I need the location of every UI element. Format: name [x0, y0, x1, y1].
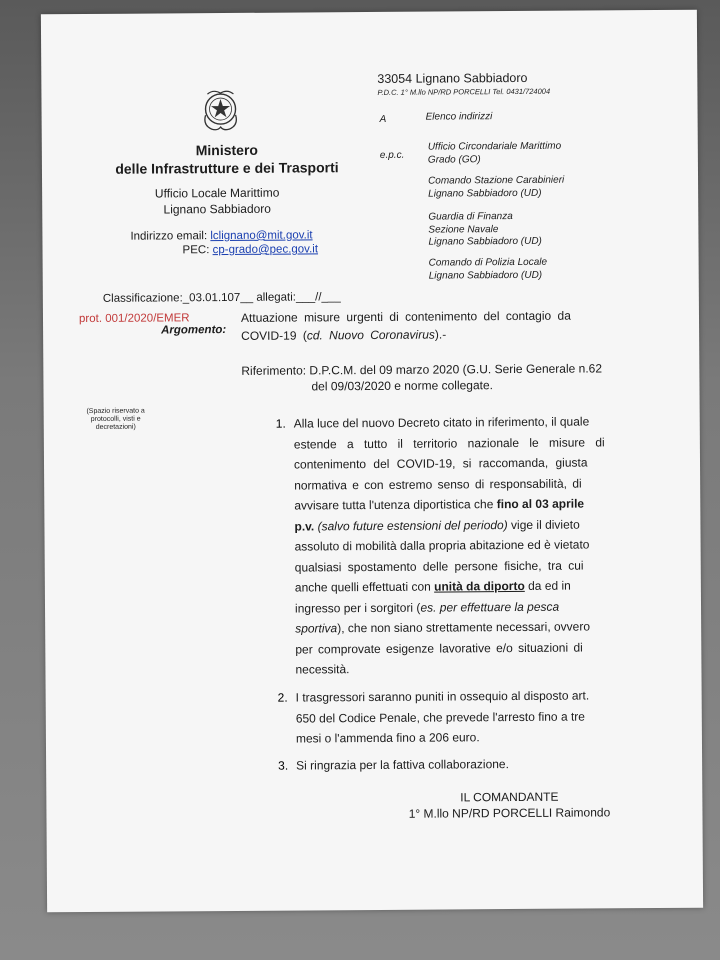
- subject-text-part: COVID-19 (: [241, 328, 307, 343]
- office-line-1: Ufficio Locale Marittimo: [154, 185, 280, 201]
- point-1-text-part: avvisare tutta l'utenza diportistica che: [294, 497, 494, 513]
- point-2-text: [296, 685, 590, 749]
- address-city: 33054 Lignano Sabbiadoro: [377, 70, 528, 86]
- email-label: Indirizzo email:: [130, 230, 208, 243]
- point-1-text-part: anche quelli effettuati con: [294, 579, 431, 595]
- recipient-a-label: A: [379, 113, 387, 125]
- ministry-name: [112, 140, 342, 178]
- margin-note-line: protocolli, visti e: [90, 415, 141, 423]
- point-1-line: necessità.: [295, 662, 350, 677]
- point-1-line: [295, 596, 606, 619]
- reference-line-2: del 09/03/2020 e norme collegate.: [311, 378, 493, 394]
- protocol-number: prot. 001/2020/EMER: [78, 312, 190, 326]
- point-1-text-part: ingresso per i sorgitori (: [294, 600, 421, 616]
- pec-link[interactable]: cp-grado@pec.gov.it: [212, 243, 319, 257]
- point-1-line: normativa e con estremo senso di responsabilità, di: [294, 476, 582, 493]
- recipient-a-value: Elenco indirizzi: [425, 111, 493, 123]
- recipient-entry: [428, 211, 542, 249]
- reference-block: [241, 360, 602, 395]
- ministry-line-1: Ministero: [195, 141, 258, 159]
- margin-note-line: (Spazio riservato a: [86, 407, 145, 415]
- margin-note: [84, 408, 148, 432]
- point-2-line: I trasgressori saranno puniti in ossequio al disposto art.: [295, 688, 590, 705]
- point-1-line: contenimento del COVID-19, si raccomanda, giusta: [293, 455, 588, 472]
- point-1-bold-underline: unità da diporto: [434, 578, 525, 594]
- recipient-line: Lignano Sabbiadoro (UD): [428, 235, 542, 248]
- subject-text: [241, 307, 571, 345]
- point-1-line: [295, 575, 606, 598]
- signature-title: IL COMANDANTE: [460, 789, 559, 805]
- point-2-line: 650 del Codice Penale, che prevede l'arresto fino a tre: [295, 709, 585, 726]
- pdc-line: P.D.C. 1° M.llo NP/RD PORCELLI Tel. 0431/724004: [377, 86, 551, 97]
- recipient-line: Lignano Sabbiadoro (UD): [428, 187, 542, 200]
- recipient-line: Comando di Polizia Locale: [428, 256, 548, 269]
- point-1-line: per comprovate esigenze lavorative e/o situazioni di: [295, 640, 583, 657]
- point-1-italic: (salvo future estensioni del periodo): [317, 517, 508, 533]
- recipient-entry: [428, 175, 564, 201]
- point-3-number: 3.: [278, 758, 289, 773]
- ministry-line-2: delle Infrastrutture e dei Trasporti: [115, 159, 339, 177]
- office-name: [122, 184, 312, 217]
- recipient-entry: [429, 257, 548, 283]
- point-1-text: [294, 411, 607, 680]
- recipient-line: Sezione Navale: [428, 223, 499, 236]
- classification-line: Classificazione:_03.01.107__ allegati:___//___: [102, 291, 341, 305]
- point-1-text-part: da ed in: [528, 578, 571, 593]
- point-3-text: Si ringrazia per la fattiva collaborazione.: [296, 757, 509, 773]
- subject-label: Argomento:: [161, 324, 227, 337]
- subject-line-1: Attuazione misure urgenti di contenimento del contagio da: [240, 308, 571, 325]
- subject-line-2: [241, 325, 571, 345]
- email-link[interactable]: lclignano@mit.gov.it: [210, 229, 313, 243]
- document-page: [41, 10, 703, 913]
- signature-block: [384, 788, 634, 822]
- signature-name: 1° M.llo NP/RD PORCELLI Raimondo: [408, 805, 611, 821]
- recipient-line: Lignano Sabbiadoro (UD): [428, 269, 543, 282]
- recipient-entry: [428, 141, 562, 167]
- point-1-line: qualsiasi spostamento delle persone fisiche, tra cui: [294, 558, 584, 575]
- point-1-text-part: vige il divieto: [510, 517, 580, 532]
- subject-text-part: ).-: [434, 327, 447, 342]
- point-1-italic: sportiva: [295, 621, 338, 636]
- recipient-line: Grado (GO): [427, 153, 481, 166]
- point-1-line: assoluto di mobilità dalla propria abitazione ed è vietato: [294, 537, 590, 554]
- reference-line-1: Riferimento: D.P.C.M. del 09 marzo 2020 (G.U. Serie Generale n.62: [241, 361, 603, 378]
- subject-text-italic: cd. Nuovo Coronavirus: [306, 327, 435, 343]
- point-1-bold: fino al 03 aprile: [496, 496, 585, 512]
- republic-emblem-icon: [199, 85, 241, 133]
- pec-label: PEC:: [182, 244, 210, 257]
- pec-line: [182, 242, 318, 258]
- recipient-line: Ufficio Circondariale Marittimo: [427, 140, 562, 153]
- point-1-line: [294, 514, 605, 537]
- office-line-2: Lignano Sabbiadoro: [163, 201, 272, 217]
- point-1-line: [295, 616, 606, 639]
- point-2-line: mesi o l'ammenda fino a 206 euro.: [295, 730, 480, 746]
- recipient-line: Comando Stazione Carabinieri: [428, 174, 565, 187]
- point-1-line: [294, 493, 605, 516]
- point-1-number: 1.: [275, 416, 286, 431]
- point-2-number: 2.: [277, 690, 288, 705]
- point-1-line: estende a tutto il territorio nazionale le misure di: [293, 434, 605, 452]
- point-1-bold: p.v.: [294, 518, 315, 534]
- margin-note-line: decretazioni): [95, 423, 136, 431]
- point-1-text-part: ), che non siano strettamente necessari, ovvero: [337, 619, 591, 636]
- recipient-epc-label: e.p.c.: [379, 149, 405, 161]
- point-1-italic: es. per effettuare la pesca: [420, 599, 560, 615]
- recipient-line: Guardia di Finanza: [428, 211, 513, 223]
- point-1-line: Alla luce del nuovo Decreto citato in riferimento, il quale: [293, 414, 590, 431]
